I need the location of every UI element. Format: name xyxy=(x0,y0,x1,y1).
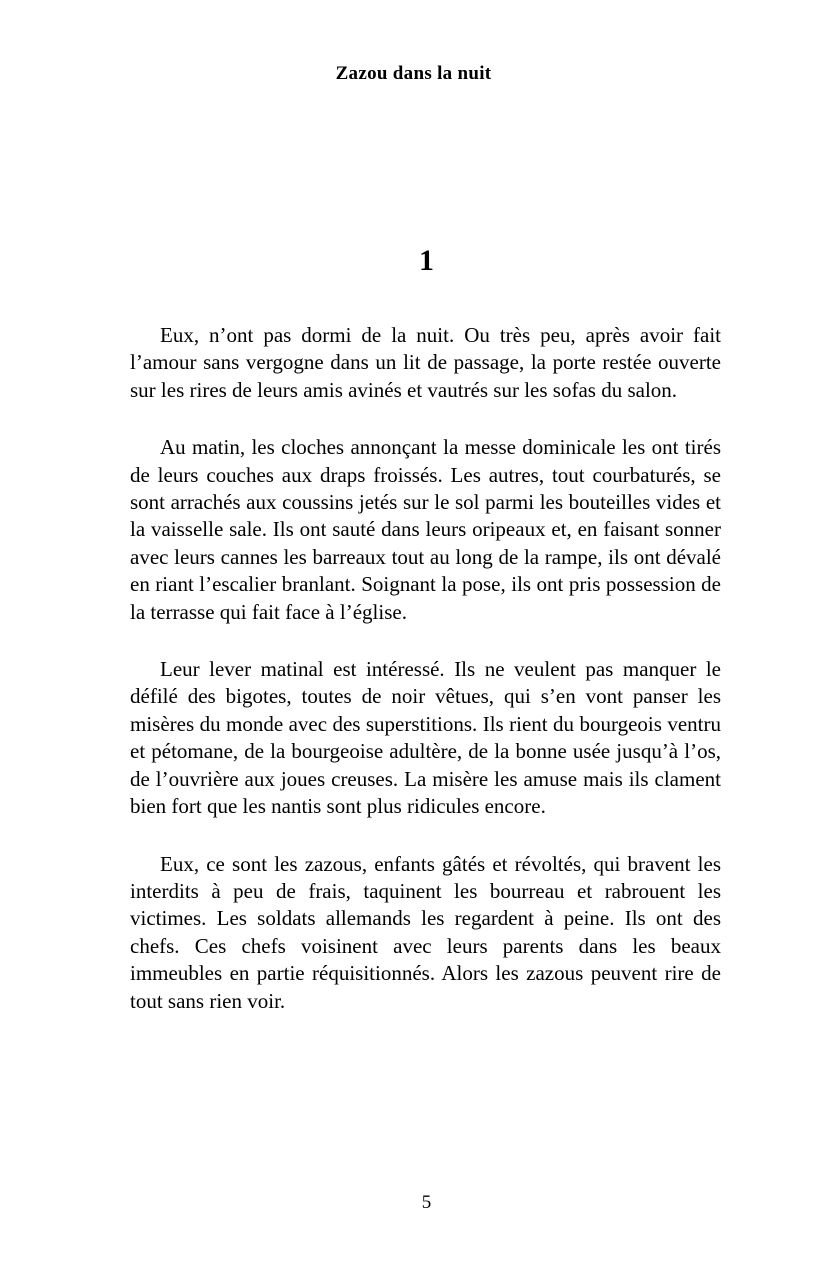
running-head: Zazou dans la nuit xyxy=(335,63,492,84)
page-number: 5 xyxy=(421,1192,432,1213)
chapter-number: 1 xyxy=(419,244,434,277)
paragraph-3: Leur lever matinal est intéressé. Ils ne veulent pas manquer le défilé des bigotes, toutes de noir vêtues, qui s’en vont panser les misères du monde avec des superstitions. Ils rient du bourgeois ventru et pétomane, de la bourgeoise adultère, de la bonne usée jusqu’à l’os, de l’ouvrière aux joues creuses. La misère les amuse mais ils clament bien fort que les nantis sont plus ridicules encore. xyxy=(130,657,721,819)
body-text xyxy=(130,322,721,1045)
paragraph-2: Au matin, les cloches annonçant la messe dominicale les ont tirés de leurs couches aux draps froissés. Les autres, tout courbaturés, se sont arrachés aux coussins jetés sur le sol parmi les bouteilles vides et la vaisselle sale. Ils ont sauté dans leurs oripeaux et, en faisant sonner avec leurs cannes les barreaux tout au long de la rampe, ils ont dévalé en riant l’escalier branlant. Soignant la pose, ils ont pris possession de la terrasse qui fait face à l’église. xyxy=(130,435,721,624)
paragraph-1: Eux, n’ont pas dormi de la nuit. Ou très peu, après avoir fait l’amour sans vergogne dans un lit de passage, la porte restée ouverte sur les rires de leurs amis avinés et vautrés sur les sofas du salon. xyxy=(130,323,721,402)
paragraph-4: Eux, ce sont les zazous, enfants gâtés et révoltés, qui bravent les interdits à peu de frais, taquinent les bourreau et rabrouent les victimes. Les soldats allemands les regardent à peine. Ils ont des chefs. Ces chefs voisinent avec leurs parents dans les beaux immeubles en partie réquisitionnés. Alors les zazous peuvent rire de tout sans rien voir. xyxy=(130,851,721,1013)
